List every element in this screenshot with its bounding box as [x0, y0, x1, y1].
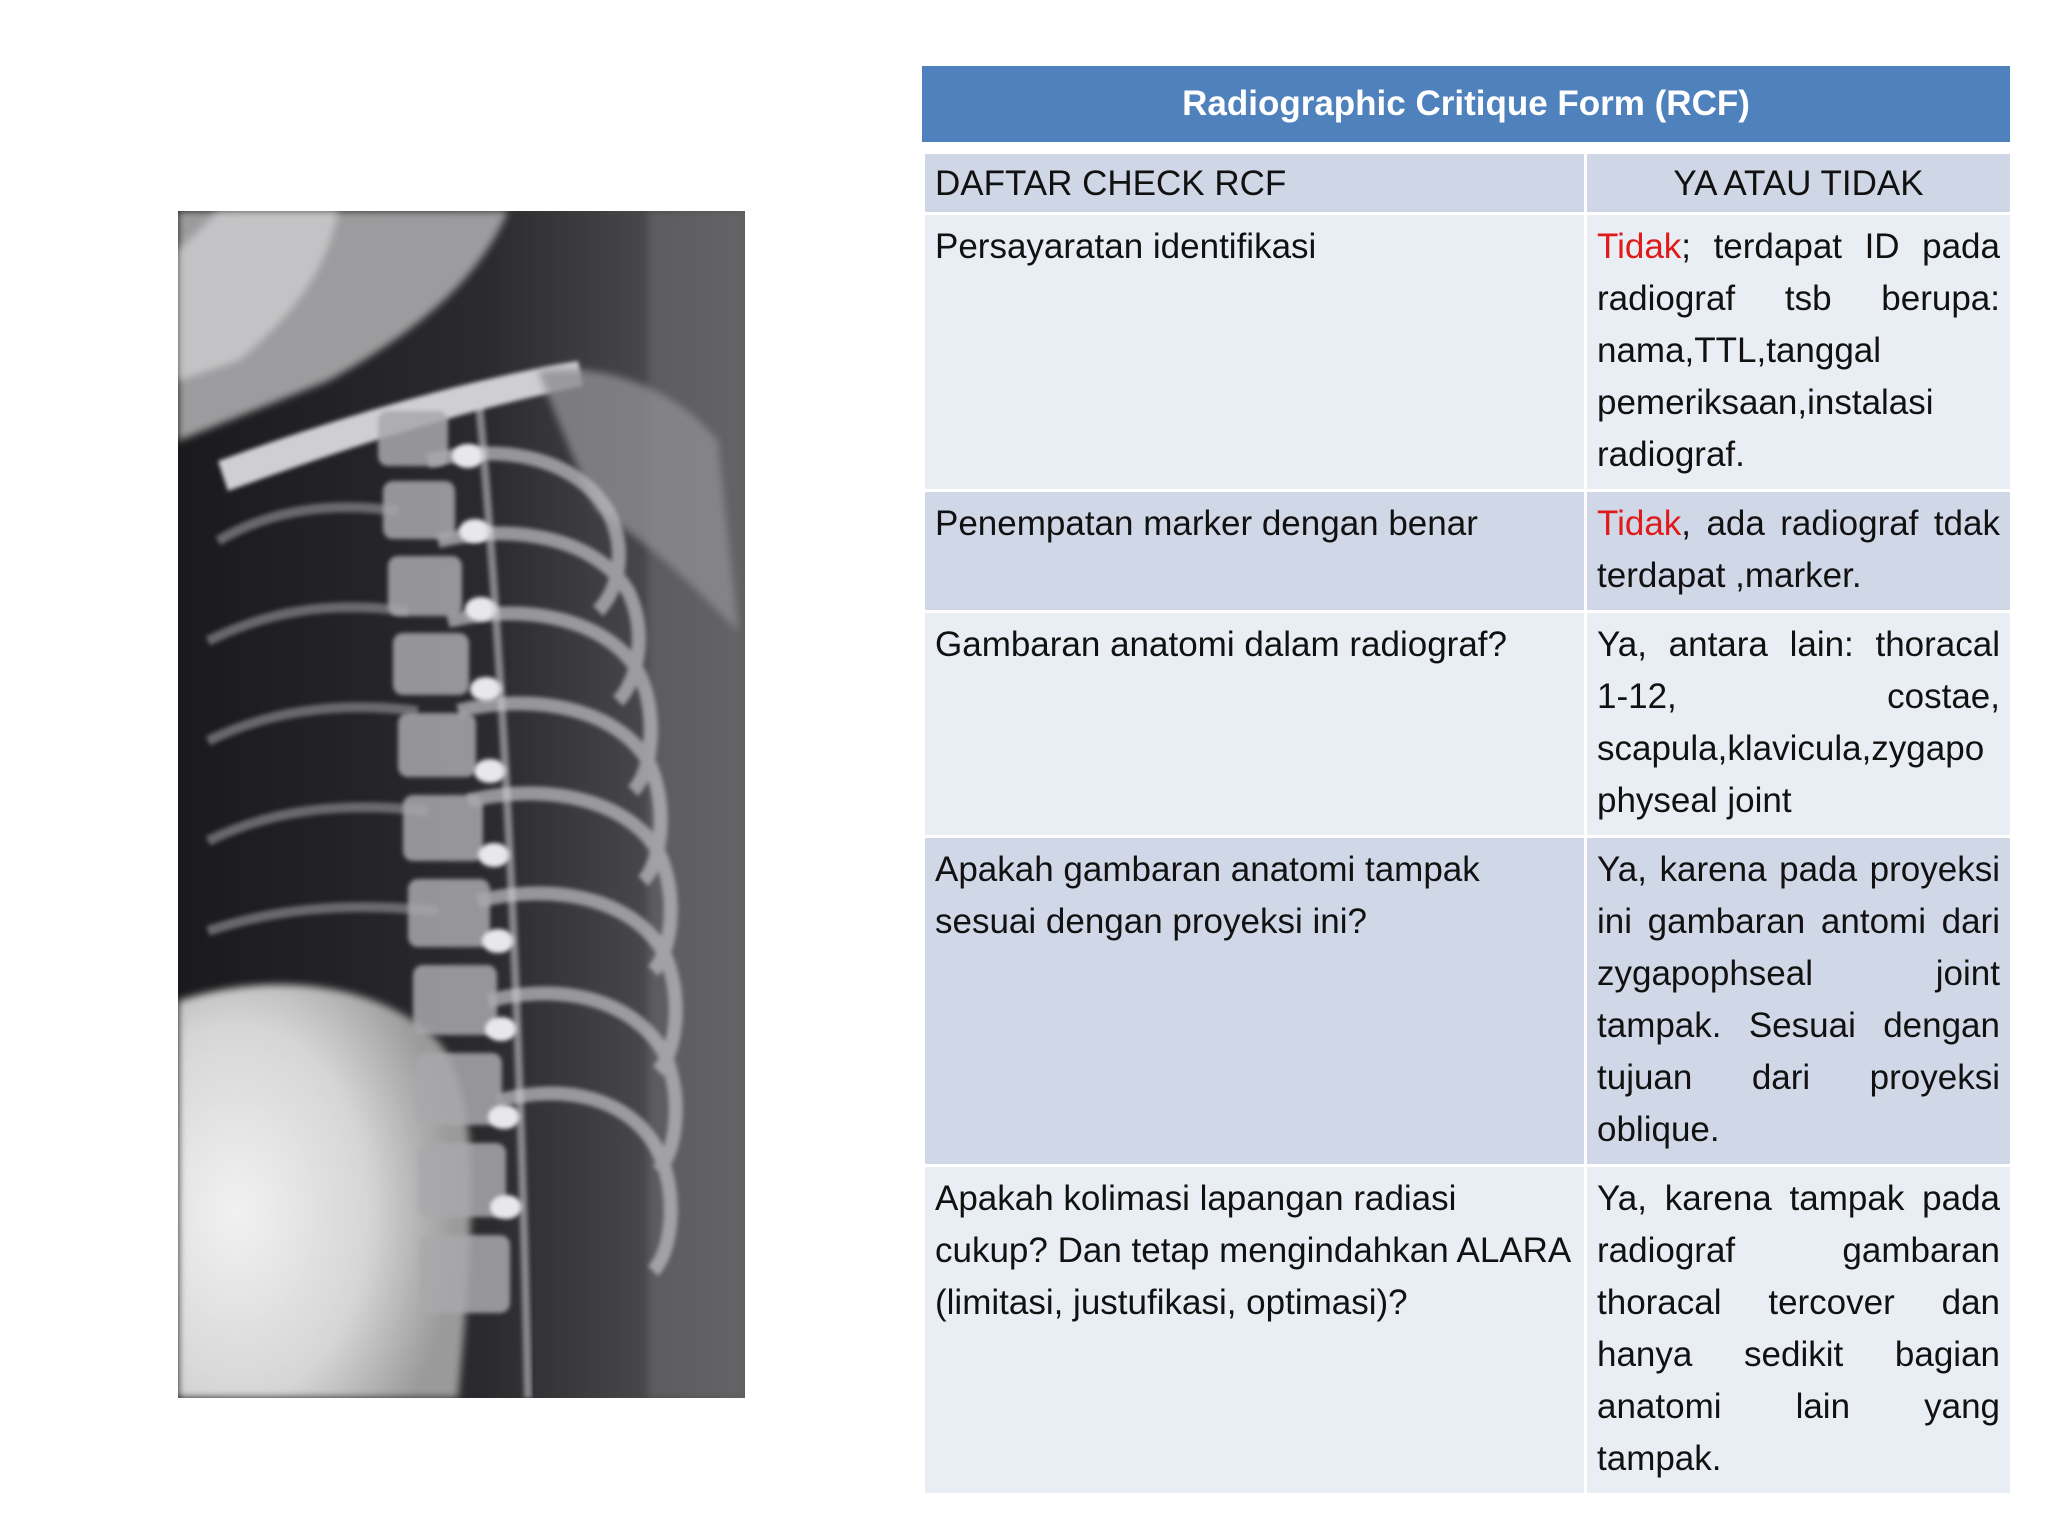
answer-text: , ada radiograf tdak terdapat ,marker. — [1597, 504, 2000, 595]
answer-cell — [1586, 612, 2012, 837]
table-row — [924, 214, 2012, 491]
xray-radiograph-image — [178, 211, 745, 1398]
question-cell: Apakah kolimasi lapangan radiasi cukup? Dan tetap mengindahkan ALARA (limitasi, justufikasi, optimasi)? — [924, 1166, 1586, 1495]
table-row — [924, 491, 2012, 612]
table-header-row — [924, 153, 2012, 214]
answer-cell — [1586, 214, 2012, 491]
column-header-checklist: DAFTAR CHECK RCF — [924, 153, 1586, 214]
question-cell: Gambaran anatomi dalam radiograf? — [924, 612, 1586, 837]
table-title: Radiographic Critique Form (RCF) — [922, 66, 2010, 143]
question-cell: Persayaratan identifikasi — [924, 214, 1586, 491]
table-row — [924, 837, 2012, 1166]
table-row — [924, 1166, 2012, 1495]
question-cell: Apakah gambaran anatomi tampak sesuai dengan proyeksi ini? — [924, 837, 1586, 1166]
thoracic-spine-oblique-xray — [178, 211, 745, 1398]
column-header-answer: YA ATAU TIDAK — [1586, 153, 2012, 214]
answer-text: Ya, antara lain: thoracal 1-12, costae, scapula,klavicula,zygapo physeal joint — [1597, 625, 2000, 820]
answer-cell — [1586, 1166, 2012, 1495]
answer-highlight: Tidak — [1597, 504, 1682, 543]
answer-text: Ya, karena pada proyeksi ini gambaran antomi dari zygapophseal joint tampak. Sesuai dengan tujuan dari proyeksi oblique. — [1597, 850, 2000, 1149]
answer-text: ; terdapat ID pada radiograf tsb berupa: nama,TTL,tanggal pemeriksaan,instalasi radiograf. — [1597, 227, 2000, 474]
answer-cell — [1586, 837, 2012, 1166]
table-row — [924, 612, 2012, 837]
rcf-checklist-table — [922, 151, 2013, 1496]
answer-highlight: Tidak — [1597, 227, 1682, 266]
question-cell: Penempatan marker dengan benar — [924, 491, 1586, 612]
rcf-table — [922, 66, 2010, 1496]
answer-cell — [1586, 491, 2012, 612]
answer-text: Ya, karena tampak pada radiograf gambaran thoracal tercover dan hanya sedikit bagian anatomi lain yang tampak. — [1597, 1179, 2000, 1478]
